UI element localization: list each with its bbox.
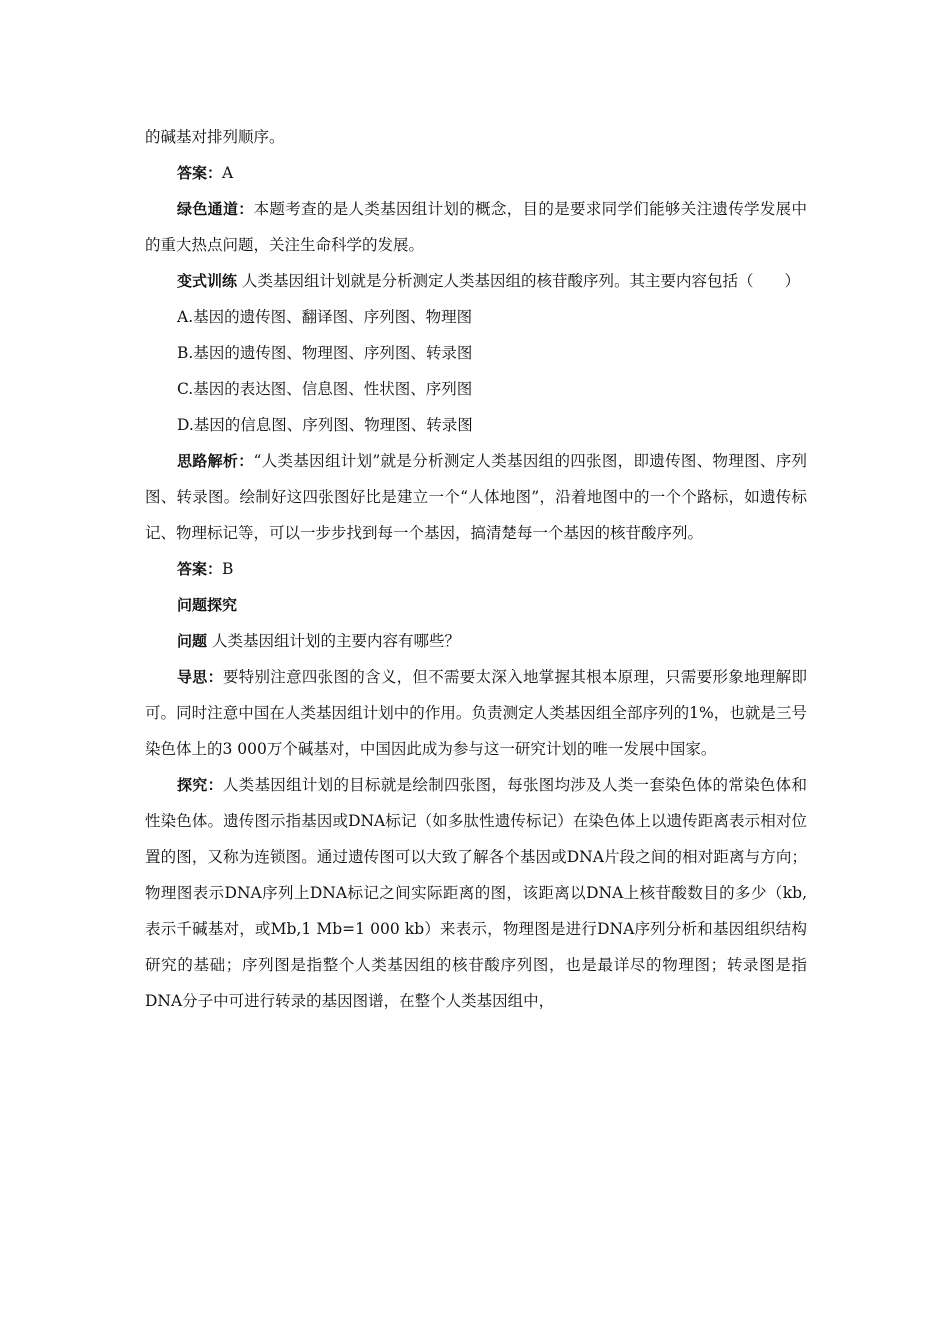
answer-label: 答案： xyxy=(177,164,223,182)
exploration-label: 探究： xyxy=(177,776,223,794)
option-c xyxy=(145,371,807,407)
option-text: B.基因的遗传图、物理图、序列图、转录图 xyxy=(177,344,473,362)
question-paragraph xyxy=(145,623,807,659)
option-text: D.基因的信息图、序列图、物理图、转录图 xyxy=(177,416,473,434)
question-text: 人类基因组计划的主要内容有哪些？ xyxy=(207,632,460,650)
answer-value: A xyxy=(222,164,234,182)
variant-training-question xyxy=(145,263,807,299)
answer-b xyxy=(145,551,807,587)
question-label: 问题 xyxy=(177,632,208,650)
option-b xyxy=(145,335,807,371)
paragraph-text: 的碱基对排列顺序。 xyxy=(145,128,285,146)
text-column xyxy=(145,119,807,1019)
option-text: A.基因的遗传图、翻译图、序列图、物理图 xyxy=(177,308,473,326)
section-heading-label: 问题探究 xyxy=(177,596,238,614)
answer-label: 答案： xyxy=(177,560,223,578)
green-channel-text: 本题考查的是人类基因组计划的概念，目的是要求同学们能够关注遗传学发展中的重大热点问题，关注生命科学的发展。 xyxy=(145,200,807,254)
analysis-label: 思路解析： xyxy=(177,452,254,470)
exploration-paragraph xyxy=(145,767,807,1019)
option-text: C.基因的表达图、信息图、性状图、序列图 xyxy=(177,380,473,398)
paragraph-continuation xyxy=(145,119,807,155)
variant-training-label: 变式训练 xyxy=(177,272,238,290)
guidance-text: 要特别注意四张图的含义，但不需要太深入地掌握其根本原理，只需要形象地理解即可。同时注意中国在人类基因组计划中的作用。负责测定人类基因组全部序列的1%，也就是三号染色体上的3 000万个碱基对，中国因此成为参与这一研究计划的唯一发展中国家。 xyxy=(145,668,807,758)
option-d xyxy=(145,407,807,443)
answer-a xyxy=(145,155,807,191)
guidance-paragraph xyxy=(145,659,807,767)
section-heading xyxy=(145,587,807,623)
option-a xyxy=(145,299,807,335)
exploration-text: 人类基因组计划的目标就是绘制四张图，每张图均涉及人类一套染色体的常染色体和性染色体。遗传图示指基因或DNA标记（如多肽性遗传标记）在染色体上以遗传距离表示相对位置的图，又称为连锁图。通过遗传图可以大致了解各个基因或DNA片段之间的相对距离与方向；物理图表示DNA序列上DNA标记之间实际距离的图，该距离以DNA上核苷酸数目的多少（kb,表示千碱基对，或Mb,1 Mb=1 000 kb）来表示，物理图是进行DNA序列分析和基因组织结构研究的基础；序列图是指整个人类基因组的核苷酸序列图，也是最详尽的物理图；转录图是指DNA分子中可进行转录的基因图谱，在整个人类基因组中， xyxy=(145,776,807,1010)
answer-value: B xyxy=(222,560,234,578)
analysis-paragraph xyxy=(145,443,807,551)
green-channel-label: 绿色通道： xyxy=(177,200,254,218)
variant-training-text: 人类基因组计划就是分析测定人类基因组的核苷酸序列。其主要内容包括（ ） xyxy=(237,272,800,290)
guidance-label: 导思： xyxy=(177,668,223,686)
green-channel-paragraph xyxy=(145,191,807,263)
analysis-text: “人类基因组计划”就是分析测定人类基因组的四张图，即遗传图、物理图、序列图、转录图。绘制好这四张图好比是建立一个“人体地图”，沿着地图中的一个个路标，如遗传标记、物理标记等，可以一步步找到每一个基因，搞清楚每一个基因的核苷酸序列。 xyxy=(145,452,807,542)
